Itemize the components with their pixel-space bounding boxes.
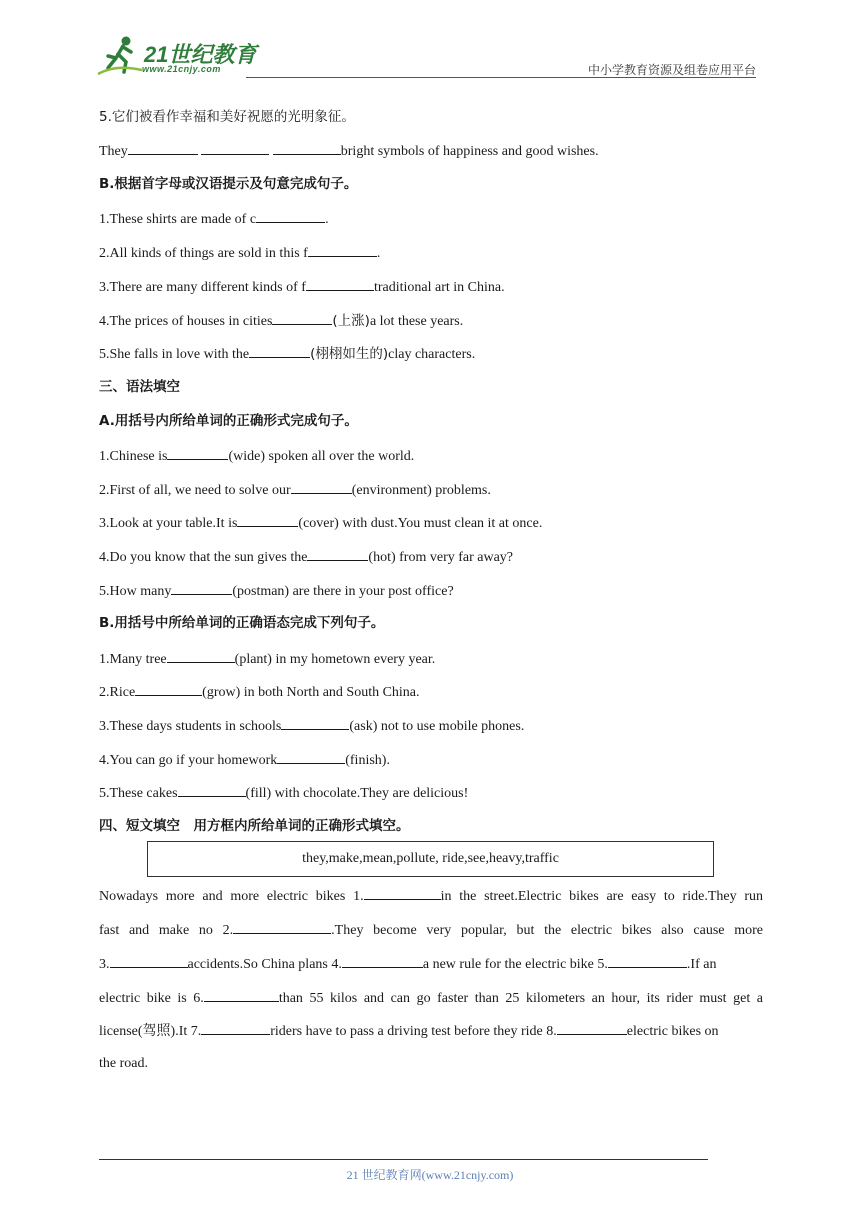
text: 2.All kinds of things are sold in this f — [99, 246, 308, 261]
answer-blank[interactable] — [167, 446, 228, 460]
3a-question-3 — [99, 513, 542, 533]
text: electric bikes on — [626, 1024, 719, 1039]
section-b-heading: B.根据首字母或汉语提示及句意完成句子。 — [99, 176, 358, 192]
text: .They become very popular, but the electric bikes also cause more — [331, 923, 763, 938]
text: (fill) with chocolate.They are delicious! — [245, 786, 469, 801]
3b-question-1 — [99, 649, 435, 669]
text: 1.These shirts are made of c — [99, 212, 257, 227]
answer-blank-8[interactable] — [557, 1021, 627, 1035]
passage-line-6: the road. — [99, 1056, 148, 1071]
text: 4.You can go if your homework — [99, 753, 278, 768]
section-3a-heading: A.用括号内所给单词的正确形式完成句子。 — [99, 413, 358, 429]
page-header — [96, 34, 756, 80]
text: 4.Do you know that the sun gives the — [99, 550, 308, 565]
text: (hot) from very far away? — [368, 550, 514, 565]
answer-blank[interactable] — [272, 311, 332, 325]
answer-blank[interactable] — [256, 209, 325, 223]
text: 3. — [99, 957, 110, 972]
answer-blank[interactable] — [249, 344, 310, 358]
text: 2.First of all, we need to solve our — [99, 483, 291, 498]
text: (plant) in my hometown every year. — [234, 652, 436, 667]
footer-text: 21 世纪教育网(www.21cnjy.com) — [346, 1168, 514, 1182]
text: . — [325, 212, 329, 227]
text: riders have to pass a driving test before they ride 8. — [270, 1024, 557, 1039]
text: 1.Chinese is — [99, 449, 168, 464]
passage-line-2 — [99, 920, 763, 940]
b-question-3 — [99, 277, 505, 297]
text: in the street.Electric bikes are easy to ride.They run — [440, 889, 763, 904]
answer-blank[interactable] — [306, 277, 374, 291]
text: . — [376, 246, 381, 261]
answer-blank-5[interactable] — [608, 954, 687, 968]
answer-blank-4[interactable] — [342, 954, 423, 968]
answer-blank[interactable] — [135, 682, 202, 696]
passage-line-3 — [99, 954, 763, 974]
answer-blank[interactable] — [171, 581, 232, 595]
text: 5.She falls in love with the — [99, 347, 250, 362]
3a-question-5 — [99, 581, 454, 601]
text: 3.Look at your table.It is — [99, 516, 238, 531]
answer-blank[interactable] — [167, 649, 235, 663]
3b-question-3 — [99, 716, 524, 736]
text: (grow) in both North and South China. — [202, 685, 420, 700]
answer-blank[interactable] — [237, 513, 298, 527]
logo-url: www.21cnjy.com — [142, 64, 221, 74]
section-3b-heading: B.用括号中所给单词的正确语态完成下列句子。 — [99, 615, 385, 631]
text: 3.There are many different kinds of f — [99, 280, 306, 295]
text: (ask) not to use mobile phones. — [349, 719, 525, 734]
answer-blank[interactable] — [201, 141, 269, 155]
text: 5.How many — [99, 584, 172, 599]
answer-blank-1[interactable] — [364, 886, 441, 900]
passage-line-4 — [99, 988, 763, 1008]
runner-icon — [96, 34, 144, 76]
platform-name: 中小学教育资源及组卷应用平台 — [587, 63, 756, 77]
text: than 55 kilos and can go faster than 25 kilometers an hour, its rider must get a — [278, 991, 763, 1006]
3b-question-4 — [99, 750, 390, 770]
answer-blank-2[interactable] — [233, 920, 331, 934]
site-logo — [96, 34, 266, 78]
answer-blank[interactable] — [178, 783, 246, 797]
answer-blank[interactable] — [291, 480, 352, 494]
3a-question-1 — [99, 446, 414, 466]
question-5-chinese: 5.它们被看作幸福和美好祝愿的光明象征。 — [99, 109, 355, 125]
logo-text: 21世纪教育 — [144, 42, 257, 67]
text: 2.Rice — [99, 685, 136, 700]
hint-text: (上涨) — [332, 313, 370, 329]
3a-question-4 — [99, 547, 513, 567]
text: 1.Many tree — [99, 652, 167, 667]
footer-divider — [99, 1159, 708, 1160]
3a-question-2 — [99, 480, 491, 500]
answer-blank-6[interactable] — [204, 988, 279, 1002]
b-question-5 — [99, 344, 475, 364]
hint-text: (栩栩如生的) — [310, 346, 389, 362]
answer-blank[interactable] — [308, 243, 377, 257]
answer-blank-7[interactable] — [201, 1021, 270, 1035]
header-divider — [246, 77, 756, 78]
question-5-english — [99, 141, 599, 161]
answer-blank[interactable] — [281, 716, 349, 730]
answer-blank[interactable] — [128, 141, 198, 155]
b-question-1 — [99, 209, 329, 229]
section-4-heading: 四、短文填空 用方框内所给单词的正确形式填空。 — [99, 818, 410, 834]
text: a new rule for the electric bike 5. — [422, 957, 608, 972]
answer-blank[interactable] — [273, 141, 341, 155]
3b-question-2 — [99, 682, 420, 702]
text: 3.These days students in schools — [99, 719, 282, 734]
section-3-heading: 三、语法填空 — [99, 379, 180, 395]
text: (environment) problems. — [351, 483, 491, 498]
passage-line-1 — [99, 886, 763, 906]
text: (cover) with dust.You must clean it at once. — [298, 516, 543, 531]
text: accidents.So China plans 4. — [187, 957, 342, 972]
text: (wide) spoken all over the world. — [228, 449, 415, 464]
text: 4.The prices of houses in cities — [99, 314, 273, 329]
text: electric bike is 6. — [99, 991, 204, 1006]
text: clay characters. — [388, 347, 476, 362]
b-question-2 — [99, 243, 380, 263]
text: license(驾照).It 7. — [99, 1024, 202, 1039]
answer-blank-3[interactable] — [110, 954, 188, 968]
text: They — [99, 144, 128, 159]
text: Nowadays more and more electric bikes 1. — [99, 889, 364, 904]
text: .If an — [686, 957, 717, 972]
3b-question-5 — [99, 783, 468, 803]
b-question-4 — [99, 311, 463, 331]
text: a lot these years. — [369, 314, 464, 329]
answer-blank[interactable] — [277, 750, 345, 764]
text: traditional art in China. — [373, 280, 505, 295]
answer-blank[interactable] — [307, 547, 368, 561]
text: (finish). — [345, 753, 390, 768]
passage-line-5 — [99, 1021, 763, 1041]
word-bank-box: they,make,mean,pollute, ride,see,heavy,traffic — [147, 841, 714, 877]
text: fast and make no 2. — [99, 923, 234, 938]
text: 5.These cakes — [99, 786, 178, 801]
text: (postman) are there in your post office? — [232, 584, 454, 599]
text: bright symbols of happiness and good wishes. — [340, 144, 599, 159]
